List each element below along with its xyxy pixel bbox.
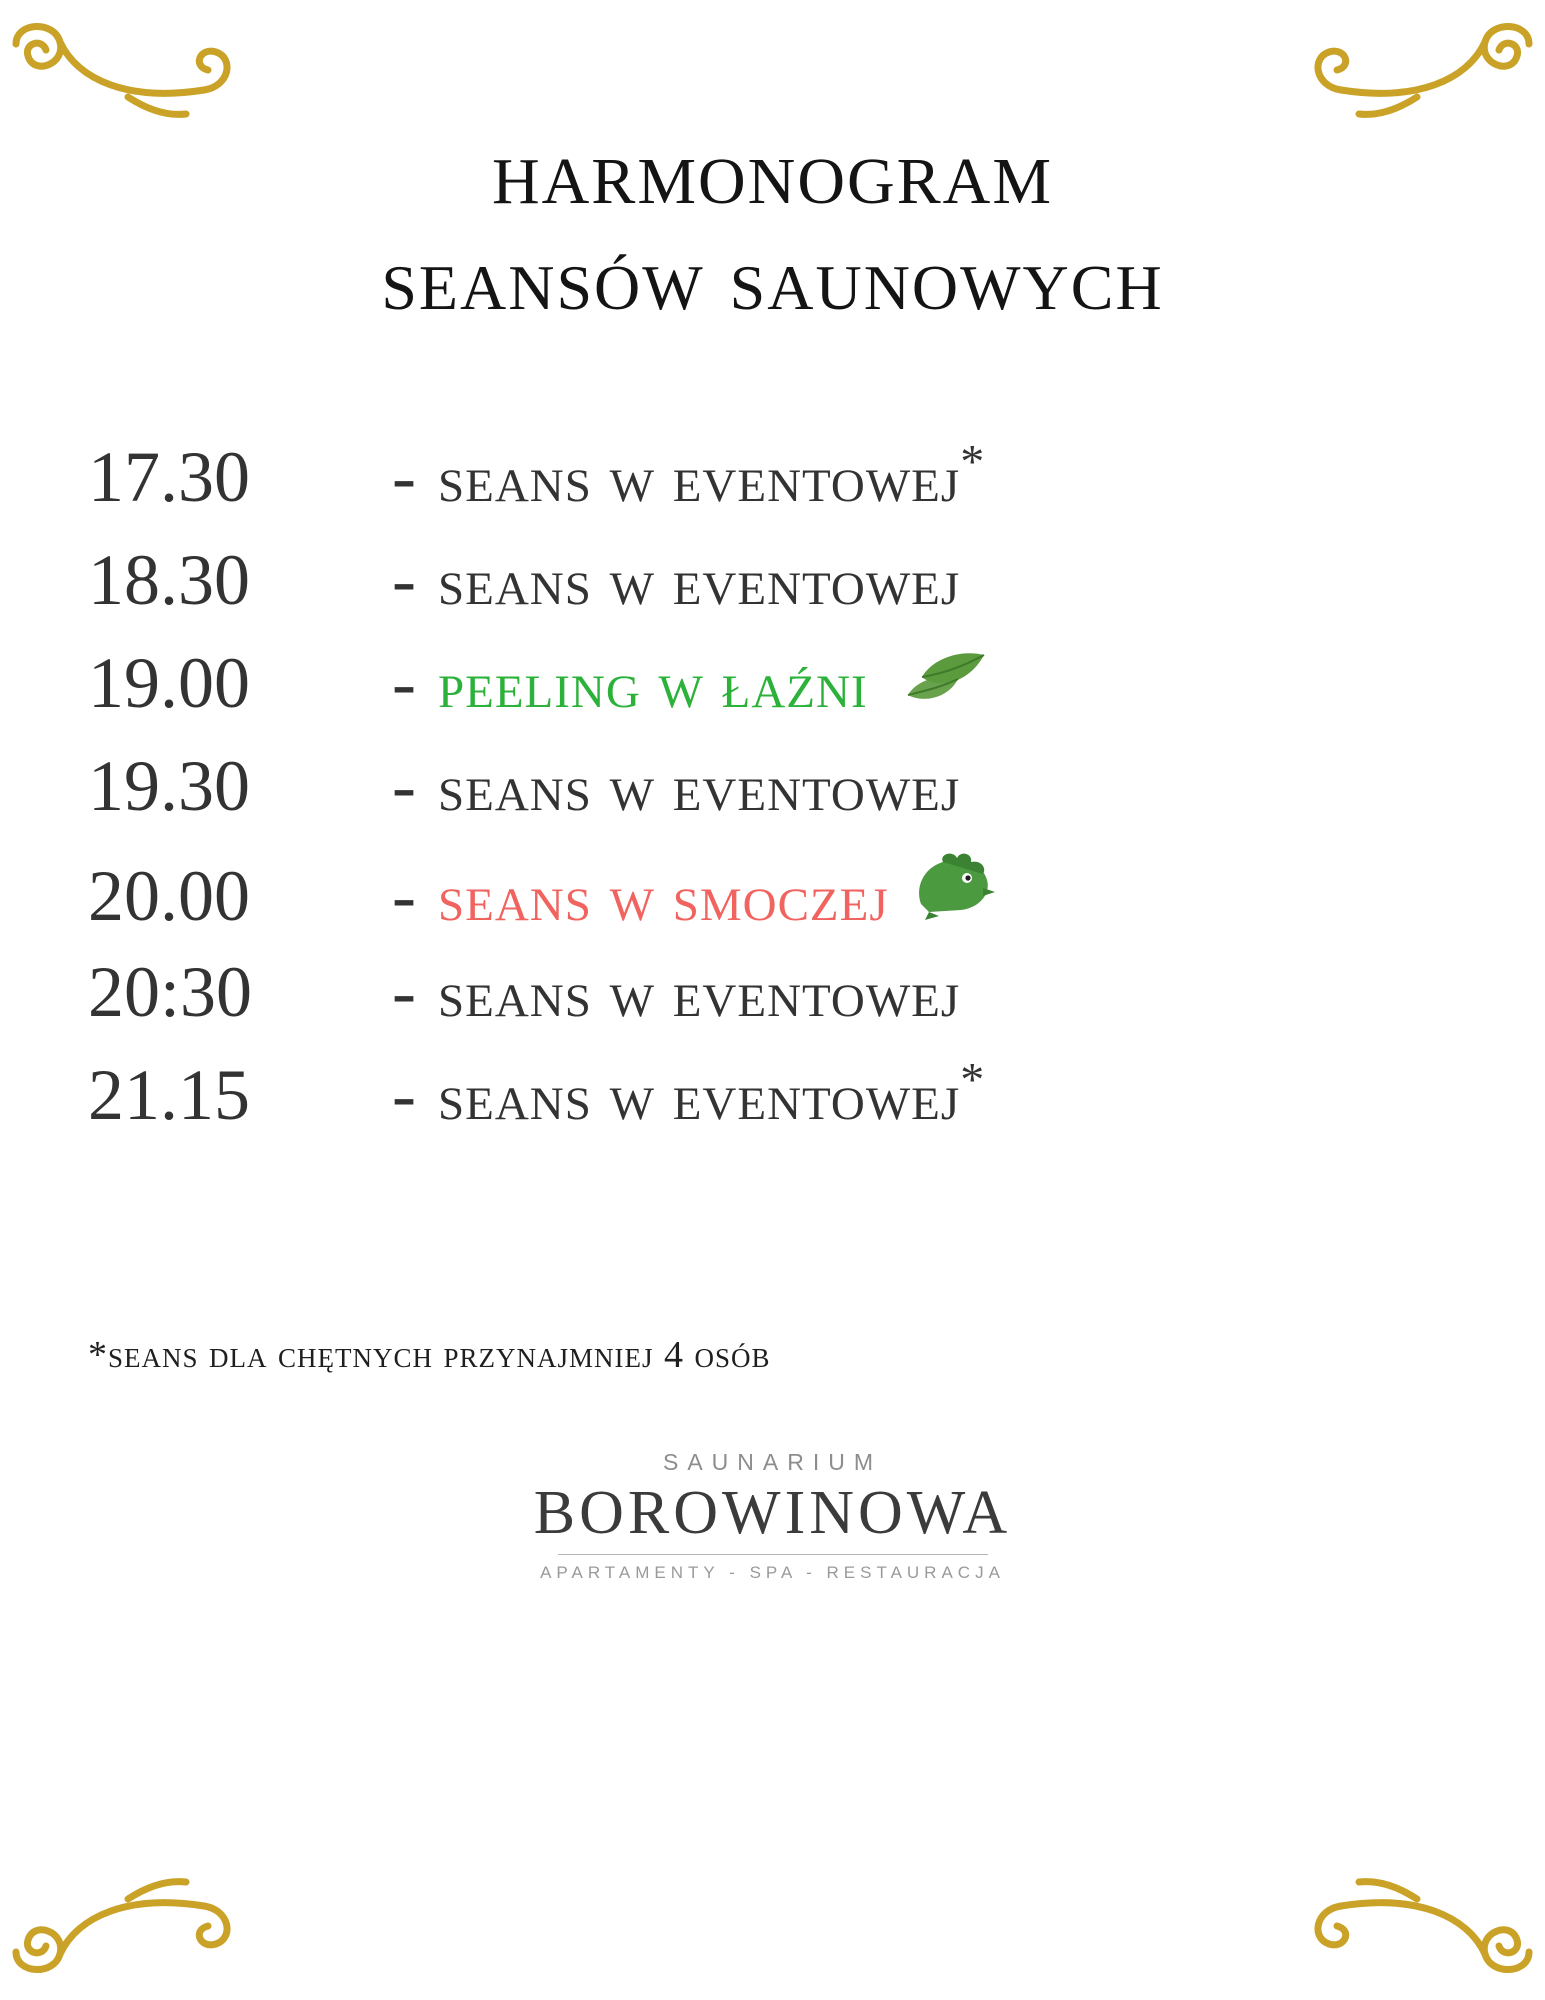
footnote-text: *seans dla chętnych przynajmniej 4 osób <box>88 1333 771 1376</box>
session-time: 17.30 <box>88 436 250 517</box>
schedule-row <box>88 951 1485 1054</box>
session-description-text: seans w eventowej <box>437 544 961 619</box>
session-description <box>438 860 889 937</box>
schedule-row <box>88 539 1485 642</box>
session-time: 19.00 <box>88 642 250 723</box>
schedule-row <box>88 642 1485 745</box>
session-separator: - <box>392 1054 416 1135</box>
session-separator: - <box>392 539 416 620</box>
session-time: 21.15 <box>88 1054 250 1135</box>
flourish-ornament-icon <box>1307 1852 1537 1982</box>
logo-tagline: APARTAMENTY - SPA - RESTAURACJA <box>540 1563 1005 1583</box>
session-time: 20:30 <box>88 951 253 1032</box>
logo-brand-name: BOROWINOWA <box>533 1478 1012 1547</box>
session-description-text: seans w eventowej <box>437 750 961 825</box>
schedule-list <box>0 436 1545 1157</box>
session-footnote-mark: * <box>960 1053 986 1107</box>
session-description <box>437 435 986 518</box>
page-title-line-2: seansów saunowych <box>381 227 1164 330</box>
leaf-icon <box>888 643 992 707</box>
session-description <box>437 1053 986 1136</box>
session-description-text: seans w eventowej <box>437 441 961 516</box>
session-separator: - <box>392 745 416 826</box>
schedule-row <box>88 1054 1485 1157</box>
session-separator: - <box>392 951 416 1032</box>
dragon-icon <box>909 848 995 920</box>
session-separator: - <box>392 855 416 936</box>
page-title <box>0 0 1545 332</box>
schedule-row <box>88 436 1485 539</box>
session-time: 19.30 <box>88 745 250 826</box>
session-description <box>438 647 868 724</box>
session-footnote-mark: * <box>960 435 986 489</box>
logo-divider <box>558 1554 988 1555</box>
session-description <box>438 544 960 621</box>
session-description <box>438 750 960 827</box>
session-description-text: seans w eventowej <box>437 1059 961 1134</box>
session-separator: - <box>392 436 416 517</box>
session-time: 18.30 <box>88 539 250 620</box>
session-description-text: seans w smoczej <box>437 860 889 935</box>
flourish-ornament-icon <box>8 1852 238 1982</box>
session-description-text: seans w eventowej <box>437 956 961 1031</box>
page-title-line-1: harmonogram <box>491 120 1054 224</box>
schedule-row <box>88 745 1485 848</box>
session-time: 20.00 <box>88 855 250 936</box>
logo-top-text: SAUNARIUM <box>662 1448 882 1475</box>
schedule-row <box>88 848 1485 951</box>
logo <box>0 1449 1545 1583</box>
session-description <box>438 956 960 1033</box>
session-description-text: peeling w łaźni <box>437 647 868 722</box>
session-separator: - <box>392 642 416 723</box>
